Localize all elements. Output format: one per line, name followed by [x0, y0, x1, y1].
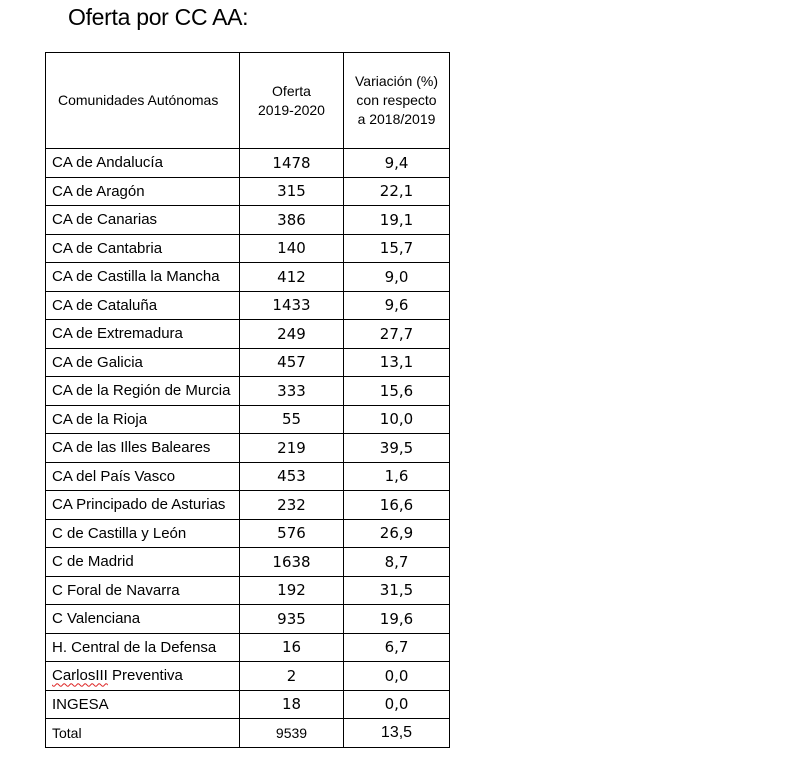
table-row: [46, 263, 450, 292]
region-cell: C de Madrid: [46, 548, 240, 577]
table-row: [46, 548, 450, 577]
table-row: [46, 434, 450, 463]
table-row: [46, 462, 450, 491]
offer-table: [45, 52, 450, 748]
table-header-row: [46, 53, 450, 149]
table-row: [46, 348, 450, 377]
variation-cell: 19,6: [344, 605, 450, 634]
region-cell: CA de las Illes Baleares: [46, 434, 240, 463]
header-variation-line1: Variación (%): [355, 73, 438, 89]
offer-cell: 576: [240, 519, 344, 548]
offer-cell: 453: [240, 462, 344, 491]
region-cell: CA de Galicia: [46, 348, 240, 377]
table-row: [46, 519, 450, 548]
table-row: [46, 605, 450, 634]
variation-cell: 19,1: [344, 206, 450, 235]
header-offer-line2: 2019-2020: [258, 101, 325, 118]
variation-cell: 6,7: [344, 633, 450, 662]
offer-cell: 249: [240, 320, 344, 349]
offer-cell: 935: [240, 605, 344, 634]
table-row: [46, 234, 450, 263]
table-row: [46, 662, 450, 691]
variation-cell: 8,7: [344, 548, 450, 577]
offer-cell: 232: [240, 491, 344, 520]
region-cell: CA del País Vasco: [46, 462, 240, 491]
offer-cell: 386: [240, 206, 344, 235]
region-cell: CA de Canarias: [46, 206, 240, 235]
variation-cell: 26,9: [344, 519, 450, 548]
table-row: [46, 149, 450, 178]
offer-cell: 18: [240, 690, 344, 719]
table-row: [46, 576, 450, 605]
header-offer-line1: Oferta: [272, 82, 311, 99]
region-cell: CA de Aragón: [46, 177, 240, 206]
variation-cell: 15,7: [344, 234, 450, 263]
total-offer: 9539: [240, 719, 344, 748]
variation-cell: 31,5: [344, 576, 450, 605]
offer-cell: 140: [240, 234, 344, 263]
total-row: [46, 719, 450, 748]
table-row: [46, 633, 450, 662]
offer-cell: 1478: [240, 149, 344, 178]
region-cell: CA de Andalucía: [46, 149, 240, 178]
header-variation-line2: con respecto: [356, 92, 437, 108]
offer-cell: 55: [240, 405, 344, 434]
variation-cell: 9,4: [344, 149, 450, 178]
variation-cell: 0,0: [344, 690, 450, 719]
header-region: Comunidades Autónomas: [46, 53, 240, 149]
region-cell: C Valenciana: [46, 605, 240, 634]
variation-cell: 1,6: [344, 462, 450, 491]
variation-cell: 15,6: [344, 377, 450, 406]
header-variation-line3: a 2018/2019: [357, 111, 436, 127]
variation-cell: 13,1: [344, 348, 450, 377]
region-cell: CA de Castilla la Mancha: [46, 263, 240, 292]
region-cell-rest: Preventiva: [107, 667, 183, 685]
offer-cell: 16: [240, 633, 344, 662]
offer-cell: 2: [240, 662, 344, 691]
variation-cell: 16,6: [344, 491, 450, 520]
spellcheck-word: CarlosIII: [52, 667, 108, 685]
variation-cell: 10,0: [344, 405, 450, 434]
table-row: [46, 206, 450, 235]
offer-cell: 457: [240, 348, 344, 377]
variation-cell: 22,1: [344, 177, 450, 206]
page-title: Oferta por CC AA:: [68, 4, 249, 30]
header-offer: [240, 53, 344, 149]
variation-cell: 0,0: [344, 662, 450, 691]
region-cell: H. Central de la Defensa: [46, 633, 240, 662]
offer-cell: 333: [240, 377, 344, 406]
region-cell: CA de Extremadura: [46, 320, 240, 349]
region-cell: [46, 662, 240, 691]
offer-cell: 1433: [240, 291, 344, 320]
region-cell: CA Principado de Asturias: [46, 491, 240, 520]
table-row: [46, 377, 450, 406]
total-label: Total: [46, 719, 240, 748]
region-cell: CA de la Rioja: [46, 405, 240, 434]
table-row: [46, 177, 450, 206]
header-variation: [344, 53, 450, 149]
table-row: [46, 491, 450, 520]
region-cell: C Foral de Navarra: [46, 576, 240, 605]
table-row: [46, 405, 450, 434]
region-cell: CA de Cantabria: [46, 234, 240, 263]
region-cell: CA de Cataluña: [46, 291, 240, 320]
region-cell: INGESA: [46, 690, 240, 719]
variation-cell: 27,7: [344, 320, 450, 349]
offer-cell: 412: [240, 263, 344, 292]
table-row: [46, 291, 450, 320]
table-row: [46, 690, 450, 719]
variation-cell: 9,6: [344, 291, 450, 320]
region-cell: CA de la Región de Murcia: [46, 377, 240, 406]
offer-cell: 315: [240, 177, 344, 206]
total-variation: 13,5: [344, 719, 450, 748]
offer-cell: 192: [240, 576, 344, 605]
region-cell: C de Castilla y León: [46, 519, 240, 548]
offer-cell: 1638: [240, 548, 344, 577]
variation-cell: 9,0: [344, 263, 450, 292]
offer-cell: 219: [240, 434, 344, 463]
variation-cell: 39,5: [344, 434, 450, 463]
table-row: [46, 320, 450, 349]
